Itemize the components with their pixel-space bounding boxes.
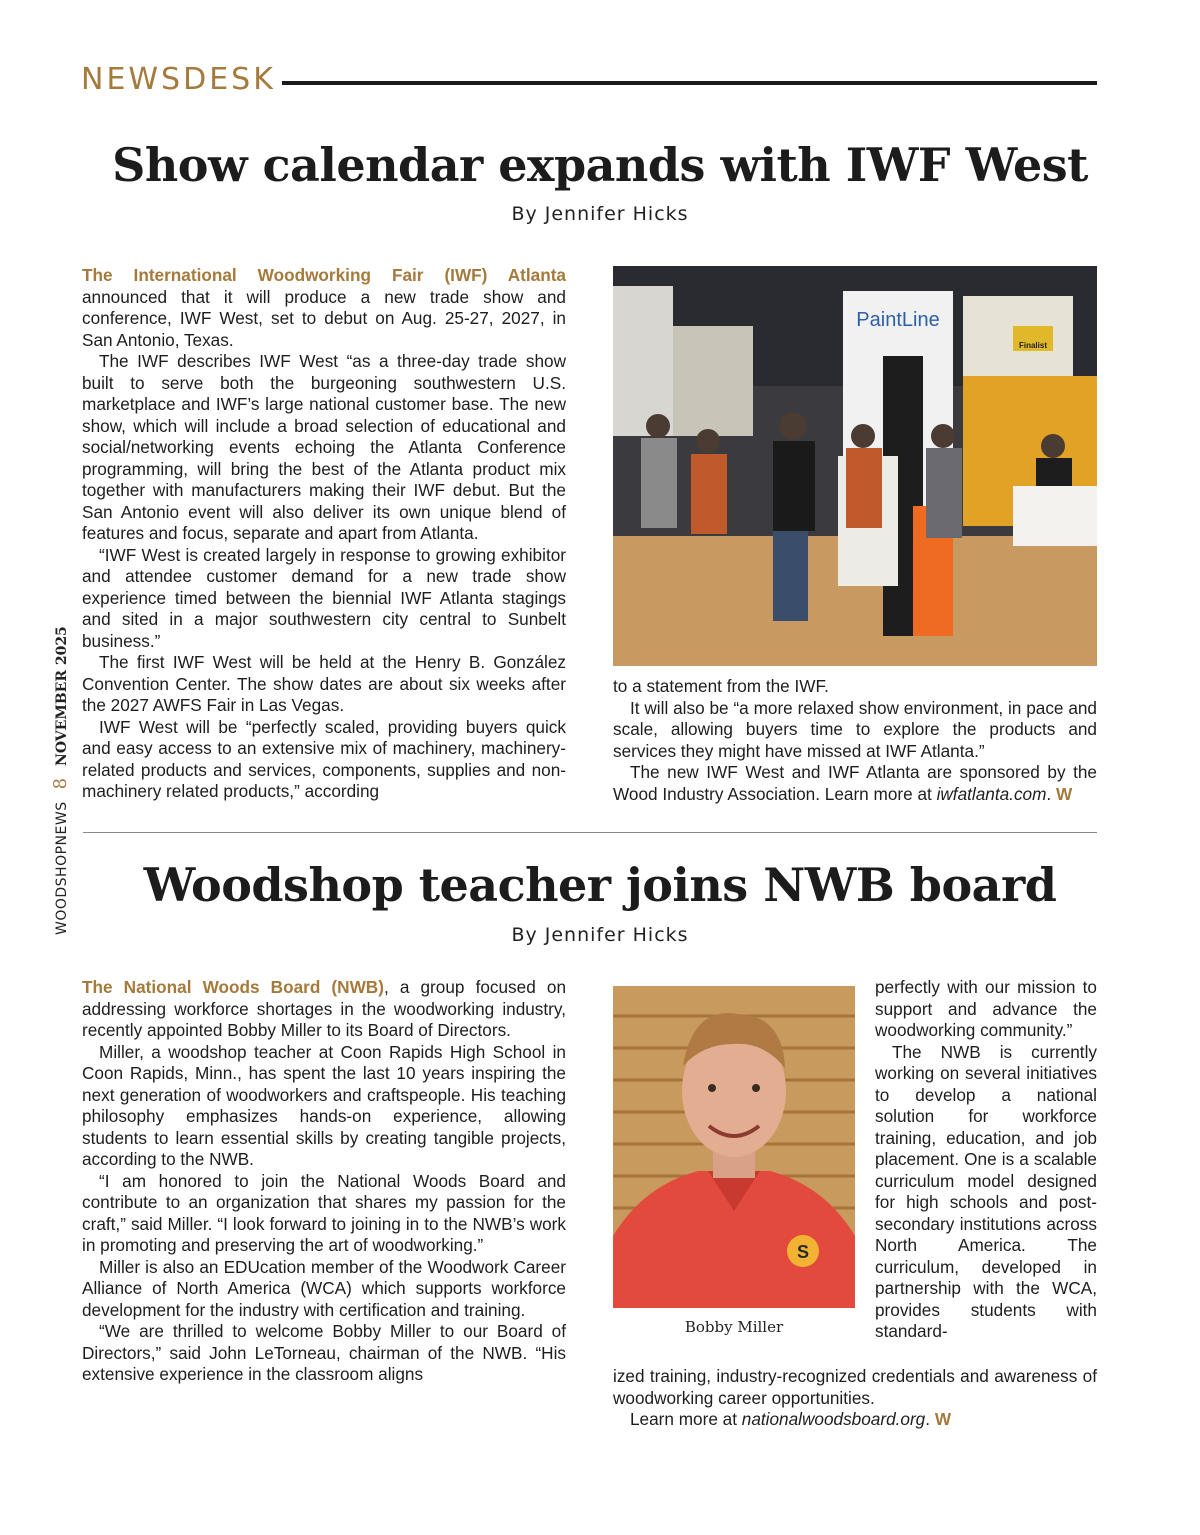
article1-paragraph-5-continued: to a statement from the IWF. (613, 676, 829, 696)
article1-end-mark: W (1055, 783, 1073, 804)
article1-paragraph-1: The International Woodworking Fair (IWF) Atlanta announced that it will produce a new trade show and conference, IWF West, set to debut on Aug. 25-27, 2027, in San Antonio, Texas. (82, 265, 566, 350)
article1-lead-in: The International Woodworking Fair (IWF) Atlanta (82, 265, 566, 285)
article2-paragraph-6-continued: ized training, industry-recognized credentials and awareness of woodworking career opportunities. (613, 1366, 1097, 1408)
article1-paragraph-6: It will also be “a more relaxed show environment, in pace and scale, allowing buyers time to explore the products and services they might have missed at IWF Atlanta.” (613, 697, 1097, 761)
article1-paragraph-2: The IWF describes IWF West “as a three-day trade show built to serve both the burgeoning southwestern U.S. marketplace and IWF’s large national customer base. The new show, which will include a broad selection of educational and social/networking events echoing the Atlanta Conference programming, will bring the best of the Atlanta product mix together with manufacturers making their IWF debut. But the San Antonio event will also deliver its own unique blend of features and focus, separate and apart from Atlanta. (82, 351, 566, 543)
publication-name: WOODSHOPNEWS (54, 801, 70, 935)
article2-column-right-wide (613, 1366, 1097, 1431)
article2-end-mark: W (934, 1409, 952, 1429)
article1-byline: By Jennifer Hicks (511, 203, 689, 225)
photo-caption: Bobby Miller (684, 1318, 784, 1336)
section-rule (282, 81, 1097, 85)
nwb-website-link[interactable]: nationalwoodsboard.org (741, 1409, 926, 1429)
article2-byline: By Jennifer Hicks (511, 924, 689, 946)
shirt-logo-letter: S (796, 1242, 810, 1262)
bobby-miller-portrait (613, 986, 855, 1308)
article2-paragraph-3: “I am honored to join the National Woods Board and contribute to an organization that shares my passion for the craft,” said Miller. “I look forward to joining in to the NWB’s work in promoting and preserving the art of woodworking.” (82, 1170, 566, 1255)
article2-headline: Woodshop teacher joins NWB board (143, 858, 1057, 912)
article1-paragraph-4: The first IWF West will be held at the Henry B. González Convention Center. The show dates are about six weeks after the 2027 AWFS Fair in Las Vegas. (82, 652, 566, 715)
article1-headline: Show calendar expands with IWF West (112, 138, 1088, 192)
article-divider (83, 832, 1097, 833)
article1-column-left (82, 265, 566, 803)
article2-column-right-narrow (875, 977, 1097, 1343)
article2-paragraph-5-continued: perfectly with our mission to support and advance the woodworking community.” (875, 977, 1097, 1040)
article1-paragraph-3: “IWF West is created largely in response to growing exhibitor and attendee customer demand for a new trade show experience timed between the biennial IWF Atlanta stagings and sited in a major southwestern city central to Sunbelt business.” (82, 544, 566, 651)
article2-column-left (82, 977, 566, 1386)
issue-date: NOVEMBER 2025 (54, 626, 70, 766)
article2-paragraph-6: The NWB is currently working on several initiatives to develop a national solution for workforce training, education, and job placement. One is a scalable curriculum model designed for high schools and post-secondary institutions across North America. The curriculum, developed in partnership with the WCA, provides students with standard- (875, 1041, 1097, 1341)
article2-paragraph-2: Miller, a woodshop teacher at Coon Rapids High School in Coon Rapids, Minn., has spent the last 10 years inspiring the next generation of woodworkers and craftspeople. His teaching philosophy emphasizes hands-on experience, allowing students to learn essential skills by creating tangible projects, according to the NWB. (82, 1041, 566, 1169)
photo-banner-text: Finalist (1018, 341, 1048, 350)
page-number: 8 (50, 777, 71, 790)
section-label: NEWSDESK (81, 62, 276, 97)
photo-sign-text: PaintLine (856, 309, 940, 331)
article1-paragraph-5: IWF West will be “perfectly scaled, providing buyers quick and easy access to an extensive mix of machinery, machinery-related products and services, components, supplies and non-machinery related products,” according (82, 716, 566, 801)
article2-paragraph-5: “We are thrilled to welcome Bobby Miller to our Board of Directors,” said John LeTorneau, chairman of the NWB. “His extensive experience in the classroom aligns (82, 1321, 566, 1384)
article1-paragraph-7: The new IWF West and IWF Atlanta are sponsored by the Wood Industry Association. Learn more at iwfatlanta.com. W (613, 762, 1097, 804)
article1-column-right (613, 676, 1097, 805)
article2-lead-in: The National Woods Board (NWB) (82, 977, 384, 997)
article2-paragraph-1: The National Woods Board (NWB), a group focused on addressing workforce shortages in the woodworking industry, recently appointed Bobby Miller to its Board of Directors. (82, 977, 566, 1040)
iwf-website-link[interactable]: iwfatlanta.com (936, 783, 1047, 804)
article2-paragraph-7: Learn more at nationalwoodsboard.org. W (630, 1409, 952, 1429)
article1-trade-show-photo (613, 266, 1097, 666)
article2-paragraph-4: Miller is also an EDUcation member of the Woodwork Career Alliance of North America (WCA) which supports workforce development for the industry with certification and training. (82, 1256, 566, 1320)
